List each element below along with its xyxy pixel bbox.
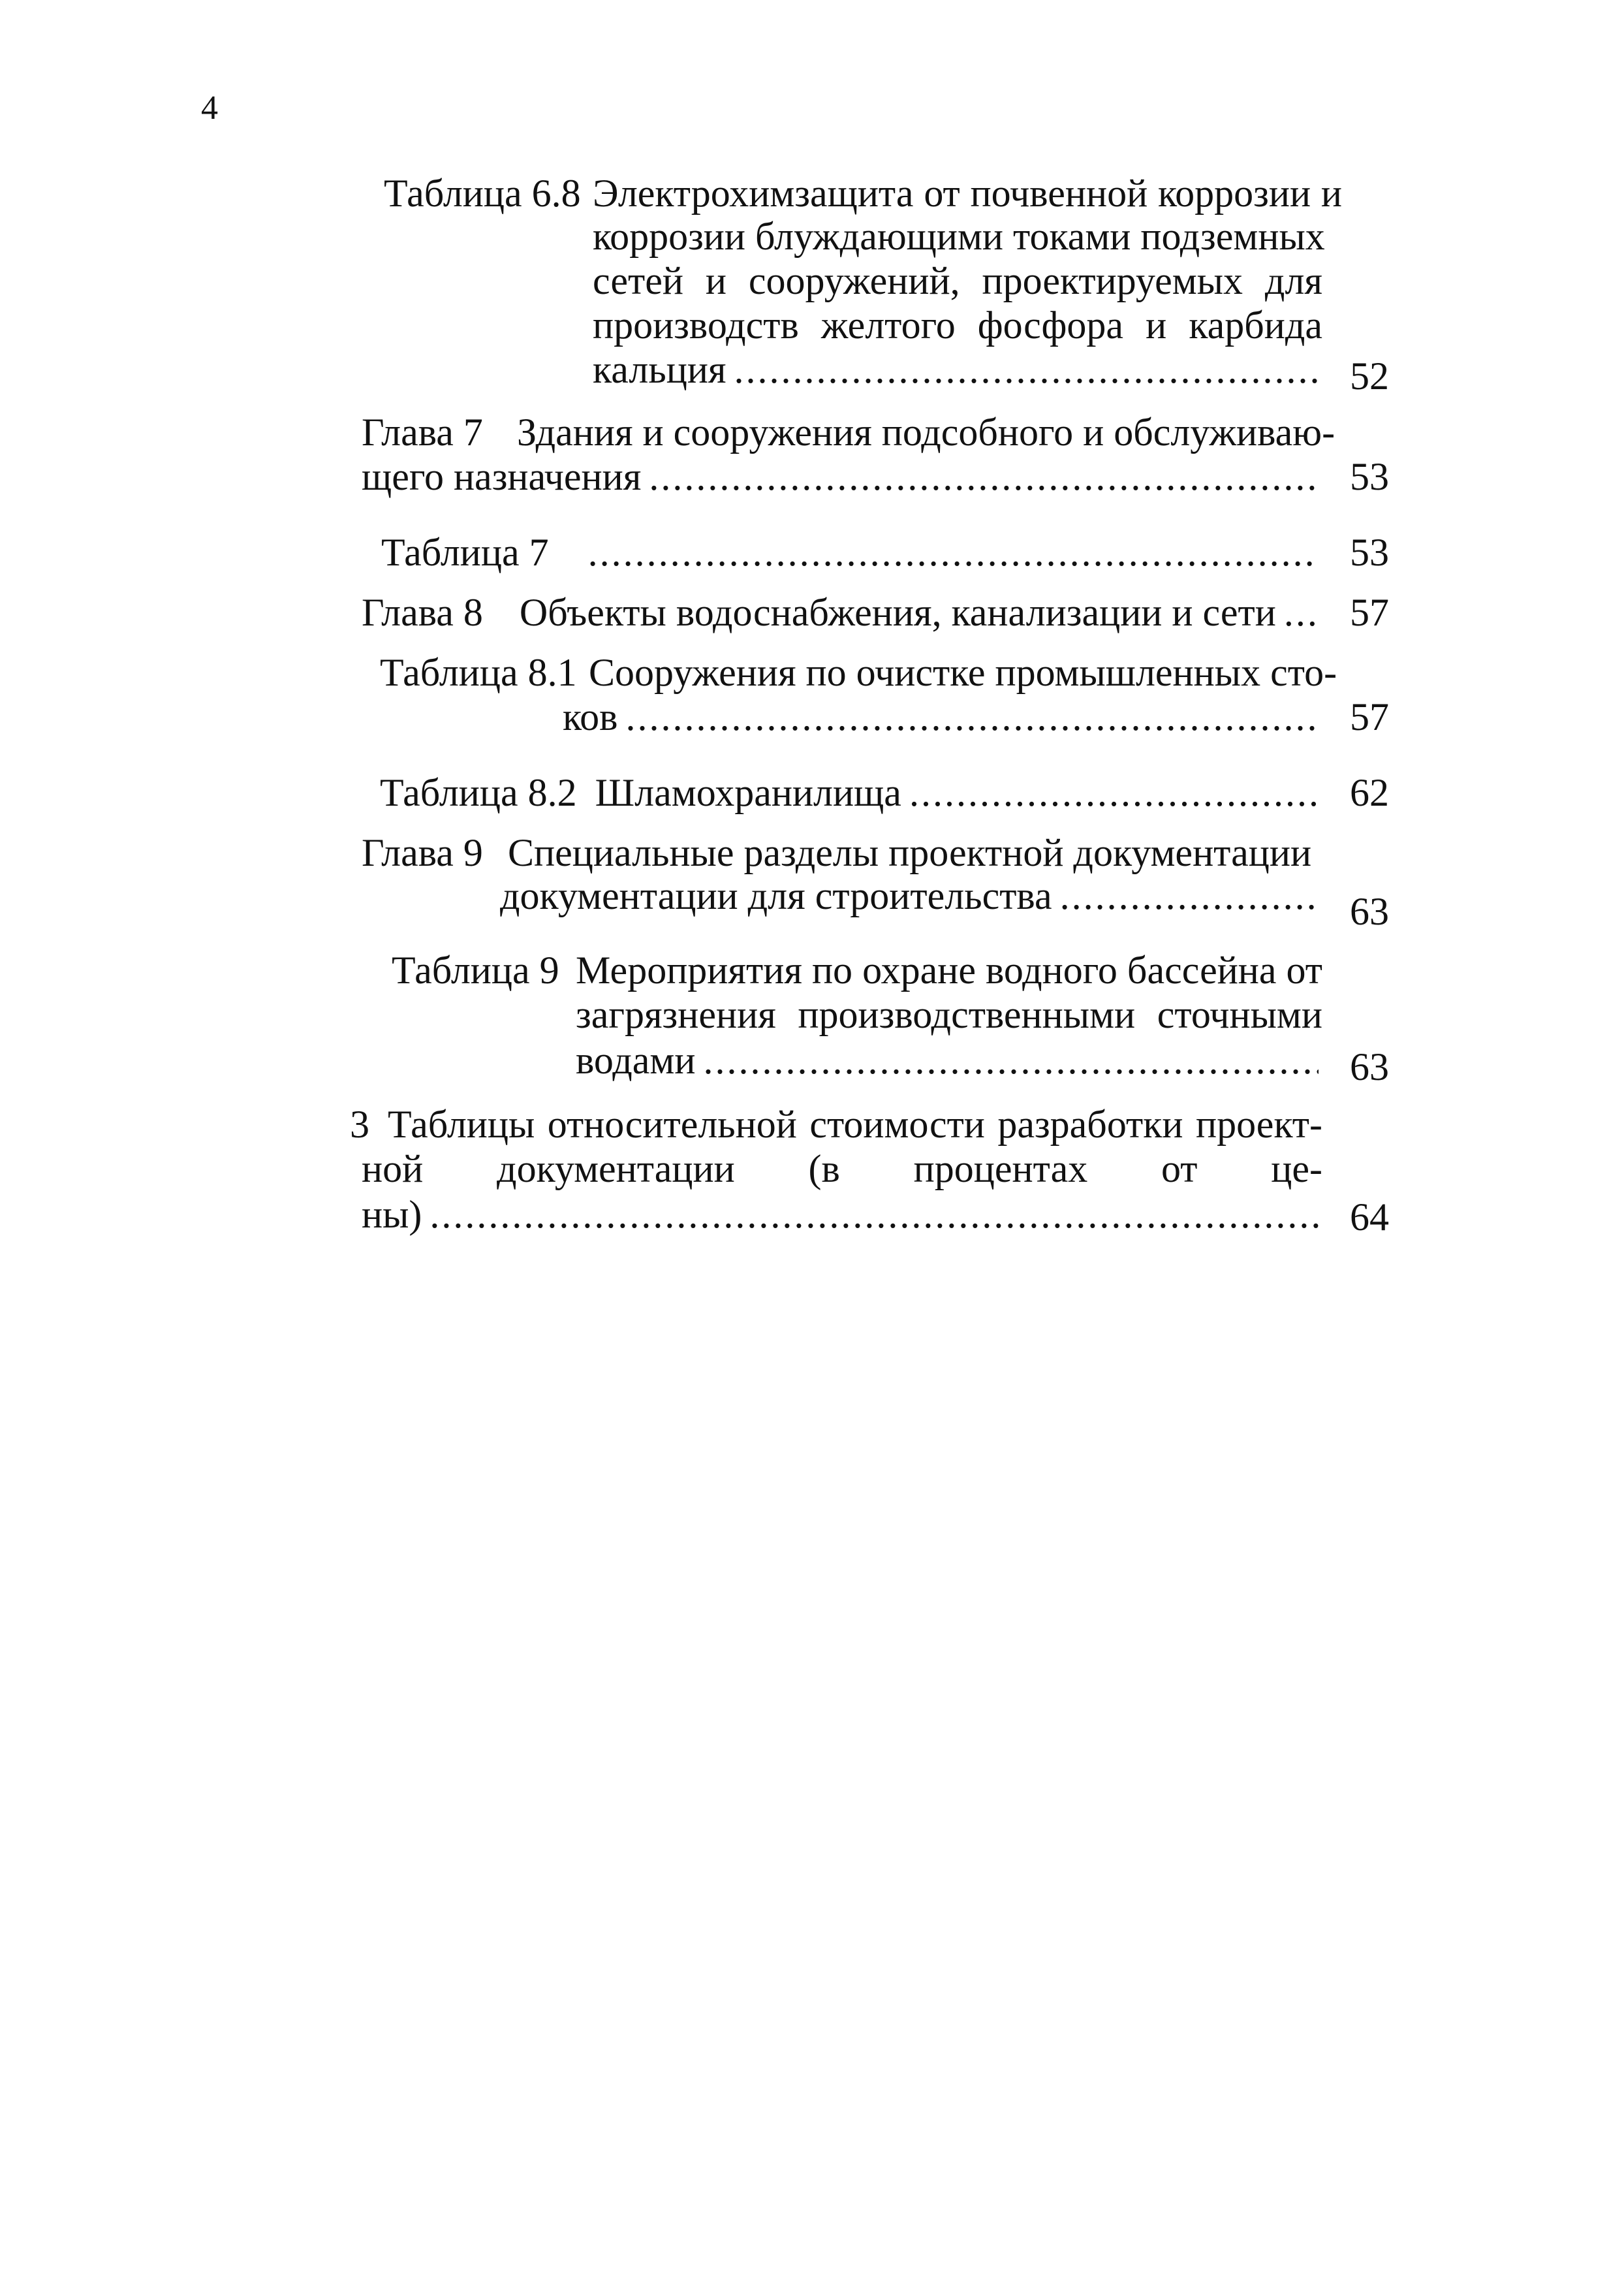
toc-page-number: 52 [1350,355,1389,398]
toc-title-line: Сооружения по очистке промышленных сто- [589,651,1337,694]
toc-leader-line [362,590,1319,635]
toc-label: Таблица 9 [392,949,559,992]
toc-page-number: 62 [1350,771,1389,814]
leader-dots [703,1038,1319,1083]
leader-dots [909,770,1319,815]
toc-label: 3 [350,1103,369,1146]
toc-title-last: документации для строительства [500,874,1052,917]
leader-dots [429,1192,1319,1237]
toc-title-line: коррозии блуждающими токами подземных [593,215,1325,258]
toc-leader-line [380,770,1319,815]
toc-title-line: Мероприятия по охране водного бассейна от [576,949,1322,992]
leader-dots [588,530,1319,575]
leader-dots [625,695,1319,739]
toc-label: Таблица 6.8 [384,172,581,215]
toc-page-number: 63 [1350,1045,1389,1088]
toc-leader-line [381,530,1319,575]
toc-title-last: щего назначения [362,455,642,498]
toc-page-number: 63 [1350,890,1389,933]
toc-entry-table-6-8[interactable] [0,0,1624,405]
toc-leader-line [576,1038,1319,1083]
toc-title-line: Электрохимзащита от почвенной коррозии и [593,172,1342,215]
toc-label: Таблица 8.1 [380,651,577,694]
toc-title-line: ной документации (в процентах от це- [362,1147,1322,1190]
toc-leader-line [362,454,1319,499]
toc-title-last: Шламохранилища [595,771,901,814]
leader-dots [1060,874,1319,918]
page-number: 4 [201,89,218,127]
toc-label: Глава 7 [362,411,483,454]
toc-label: Таблица 8.2 [380,771,577,814]
toc-title-line: производств желтого фосфора и карбида [593,304,1322,347]
toc-page-number: 57 [1350,695,1389,738]
toc-page-number: 53 [1350,531,1389,574]
toc-title-last: ков [563,695,618,738]
toc-leader-line [500,874,1319,918]
leader-dots [734,347,1319,392]
toc-leader-line [563,695,1319,739]
leader-dots [1284,590,1319,635]
toc-page-number: 53 [1350,455,1389,498]
toc-leader-line [593,347,1319,392]
toc-title-last: кальция [593,348,726,391]
toc-label: Глава 9 [362,831,483,874]
toc-label: Глава 8 [362,591,483,634]
toc-title-line: Специальные разделы проектной документации [508,831,1312,874]
leader-dots [649,454,1319,499]
toc-page-number: 57 [1350,591,1389,634]
toc-page-number: 64 [1350,1195,1389,1239]
toc-leader-line [362,1192,1319,1237]
toc-title-line: загрязнения производственными сточными [576,993,1322,1036]
toc-title-line: Здания и сооружения подсобного и обслуживаю- [517,411,1335,454]
toc-title-line: сетей и сооружений, проектируемых для [593,259,1322,302]
toc-label: Таблица 7 [381,531,549,574]
toc-title-last: Объекты водоснабжения, канализации и сети [519,591,1276,634]
toc-title-last: водами [576,1039,696,1082]
toc-title-line: Таблицы относительной стоимости разработки проект- [388,1103,1322,1146]
toc-title-last: ны) [362,1193,422,1236]
